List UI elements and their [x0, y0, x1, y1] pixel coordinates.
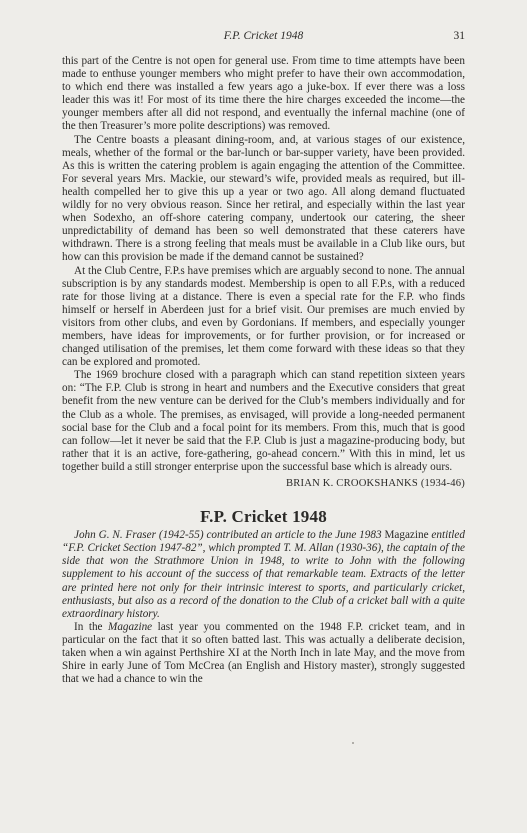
cricket-text-part-1: In the: [74, 620, 109, 633]
paragraph-dining-room: The Centre boasts a pleasant dining-room, and, at various stages of our existence, meals, whether of the formal or the bar-lunch or bar-supper variety, have been provided. As this is written the catering problem is again engaging the attention of the Committee. For several years Mrs. Mackie, our steward’s wife, provided meals as required, but ill-health compelled her to give this up a year or two ago. All along demand fluctuated wildly for no very obvious reason. Since her retiral, and especially within the last year when Sodexho, an off-shore catering company, undertook our catering, the sheer unpredictability of demand has been so well demonstrated that these caterers have withdrawn. There is a strong feeling that meals must be available in a Club like ours, but how can this provision be made if the demand cannot be sustained?: [62, 133, 465, 264]
running-title: F.P. Cricket 1948: [223, 30, 304, 42]
intro-note-magazine: Magazine: [384, 529, 429, 542]
cricket-text-magazine: Magazine: [108, 620, 153, 633]
intro-note-part-2: entitled “F.P. Cricket Section 1947-82”, which prompted T. M. Allan (1930-36), the captain of the side that won the Strathmore Union in 1948, to write to John with the following supplement to his account of the success of that remarkable team. Extracts of the letter are printed here not only for their intrinsic interest to sports, and particularly cricket, enthusiasts, but also as a record of the donation to the Club of a cricket ball with a quite extraordinary history.: [62, 529, 465, 620]
paragraph-brochure: The 1969 brochure closed with a paragraph which can stand repetition sixteen years on: “The F.P. Club is strong in heart and numbers and the Executive considers that great benefit from the new venture can be derived for the Club’s members individually and for the Club as a whole. The premises, as envisaged, will provide a long-needed permanent social base for the Club and a focal point for its members. From this, much that is good can follow—let it never be said that the F.P. Club is just a magazine-producing body, but rather that it is an active, fore-gathering, go-ahead concern.” With this in mind, let us together build a still stronger enterprise upon the successful base which is already ours.: [62, 369, 465, 473]
paragraph-club-centre: At the Club Centre, F.P.s have premises which are arguably second to none. The annual subscription is by any standards modest. Membership is open to all F.P.s, with a reduced rate for those living at a distance. There is even a special rate for the F.P. who finds himself or herself in Aberdeen just for a brief visit. Our premises are much envied by visitors from other clubs, and even by Gordonians. If members, and especially younger members, have ideas for improvements, or for further provision, or for increased or changed utilisation of the premises, let them come forward with these ideas so that they can be explored and promoted.: [62, 264, 465, 369]
paragraph-continuation: this part of the Centre is not open for general use. From time to time attempts have been made to enthuse younger members who might prefer to have their own accommodation, to which end there was installed a few years ago a juke-box. If ever there was a loss leader this was it! For most of its time there the hire charges exceeded the income—the younger members after all did not respond, and eventually the infernal machine (one of the then Treasurer’s more polite descriptions) was removed.: [62, 55, 465, 133]
cricket-text-part-2: last year you commented on the 1948 F.P. cricket team, and in particular on the fact that it so often batted last. This was actually a deliberate decision, taken when a win against Perthshire XI at the North Inch in late May, and the move from Shire in early June of Tom McCrea (an English and History master), strongly suggested that we had a chance to win the: [62, 620, 465, 686]
body-text: [62, 55, 465, 686]
intro-note-part-1: John G. N. Fraser (1942-55) contributed an article to the June 1983: [74, 529, 385, 542]
paragraph-cricket-1948: [62, 621, 465, 686]
running-head: [62, 30, 465, 46]
section-title: F.P. Cricket 1948: [200, 507, 327, 527]
page-number: 31: [453, 30, 465, 42]
author-signature: BRIAN K. CROOKSHANKS (1934-46): [285, 478, 465, 489]
print-speck: [352, 742, 354, 744]
intro-note: [62, 529, 465, 621]
